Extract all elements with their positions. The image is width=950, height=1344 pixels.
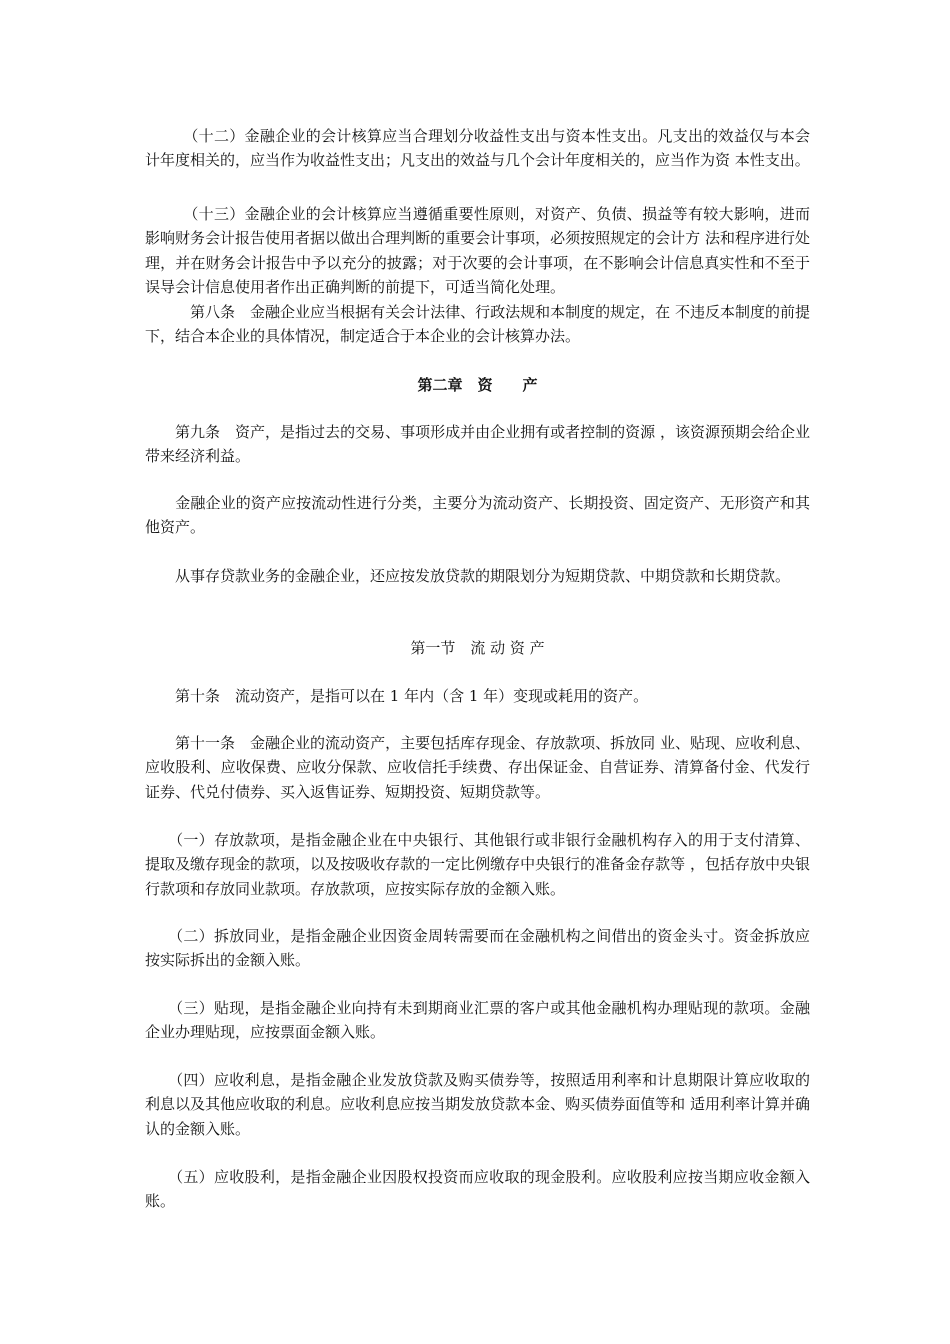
item-3-discount: （三）贴现，是指金融企业向持有未到期商业汇票的客户或其他金融机构办理贴现的款项。金融企业办理贴现，应按票面金额入账。 [145, 999, 810, 1042]
item-1-deposits: （一）存放款项，是指金融企业在中央银行、其他银行或非银行金融机构存入的用于支付清算、提取及缴存现金的款项，以及按吸收存款的一定比例缴存中央银行的准备金存款等 ，包括存放中央银行款项和存放同业款项。存放款项，应按实际存放的金额入账。 [145, 831, 810, 898]
paragraph-item-12: （十二）金融企业的会计核算应当合理划分收益性支出与资本性支出。凡支出的效益仅与本会计年度相关的，应当作为收益性支出；凡支出的效益与几个会计年度相关的，应当作为资 本性支出。 [145, 127, 810, 170]
loan-classification-paragraph: 从事存贷款业务的金融企业，还应按发放贷款的期限划分为短期贷款、中期贷款和长期贷款。 [145, 567, 791, 585]
chapter-title: 第二章 资 产 [417, 376, 538, 394]
article-8: 第八条 金融企业应当根据有关会计法律、行政法规和本制度的规定，在 不违反本制度的前提下，结合本企业的具体情况，制定适合于本企业的会计核算办法。 [145, 303, 810, 346]
section-title: 第一节 流 动 资 产 [410, 639, 545, 657]
asset-classification-paragraph: 金融企业的资产应按流动性进行分类，主要分为流动资产、长期投资、固定资产、无形资产和其他资产。 [145, 494, 810, 537]
article-9: 第九条 资产，是指过去的交易、事项形成并由企业拥有或者控制的资源 ，该资源预期会给企业带来经济利益。 [145, 423, 810, 466]
article-11: 第十一条 金融企业的流动资产，主要包括库存现金、存放款项、拆放同 业、贴现、应收利息、应收股利、应收保费、应收分保款、应收信托手续费、存出保证金、自营证券、清算备付金、代发行证券、代兑付债券、买入返售证券、短期投资、短期贷款等。 [145, 734, 810, 801]
article-10: 第十条 流动资产，是指可以在 1 年内（含 1 年）变现或耗用的资产。 [145, 687, 649, 705]
item-5-dividends-receivable: （五）应收股利，是指金融企业因股权投资而应收取的现金股利。应收股利应按当期应收金额入账。 [145, 1168, 810, 1211]
item-4-interest-receivable: （四）应收利息，是指金融企业发放贷款及购买债券等，按照适用利率和计息期限计算应收取的利息以及其他应收取的利息。应收利息应按当期发放贷款本金、购买债券面值等和 适用利率计算并确认的金额入账。 [145, 1071, 810, 1138]
item-2-interbank-lending: （二）拆放同业，是指金融企业因资金周转需要而在金融机构之间借出的资金头寸。资金拆放应按实际拆出的金额入账。 [145, 927, 810, 970]
paragraph-item-13: （十三）金融企业的会计核算应当遵循重要性原则，对资产、负债、损益等有较大影响，进而影响财务会计报告使用者据以做出合理判断的重要会计事项，必须按照规定的会计方 法和程序进行处理，并在财务会计报告中予以充分的披露；对于次要的会计事项，在不影响会计信息真实性和不至于误导会计信息使用者作出正确判断的前提下，可适当简化处理。 [145, 205, 810, 296]
